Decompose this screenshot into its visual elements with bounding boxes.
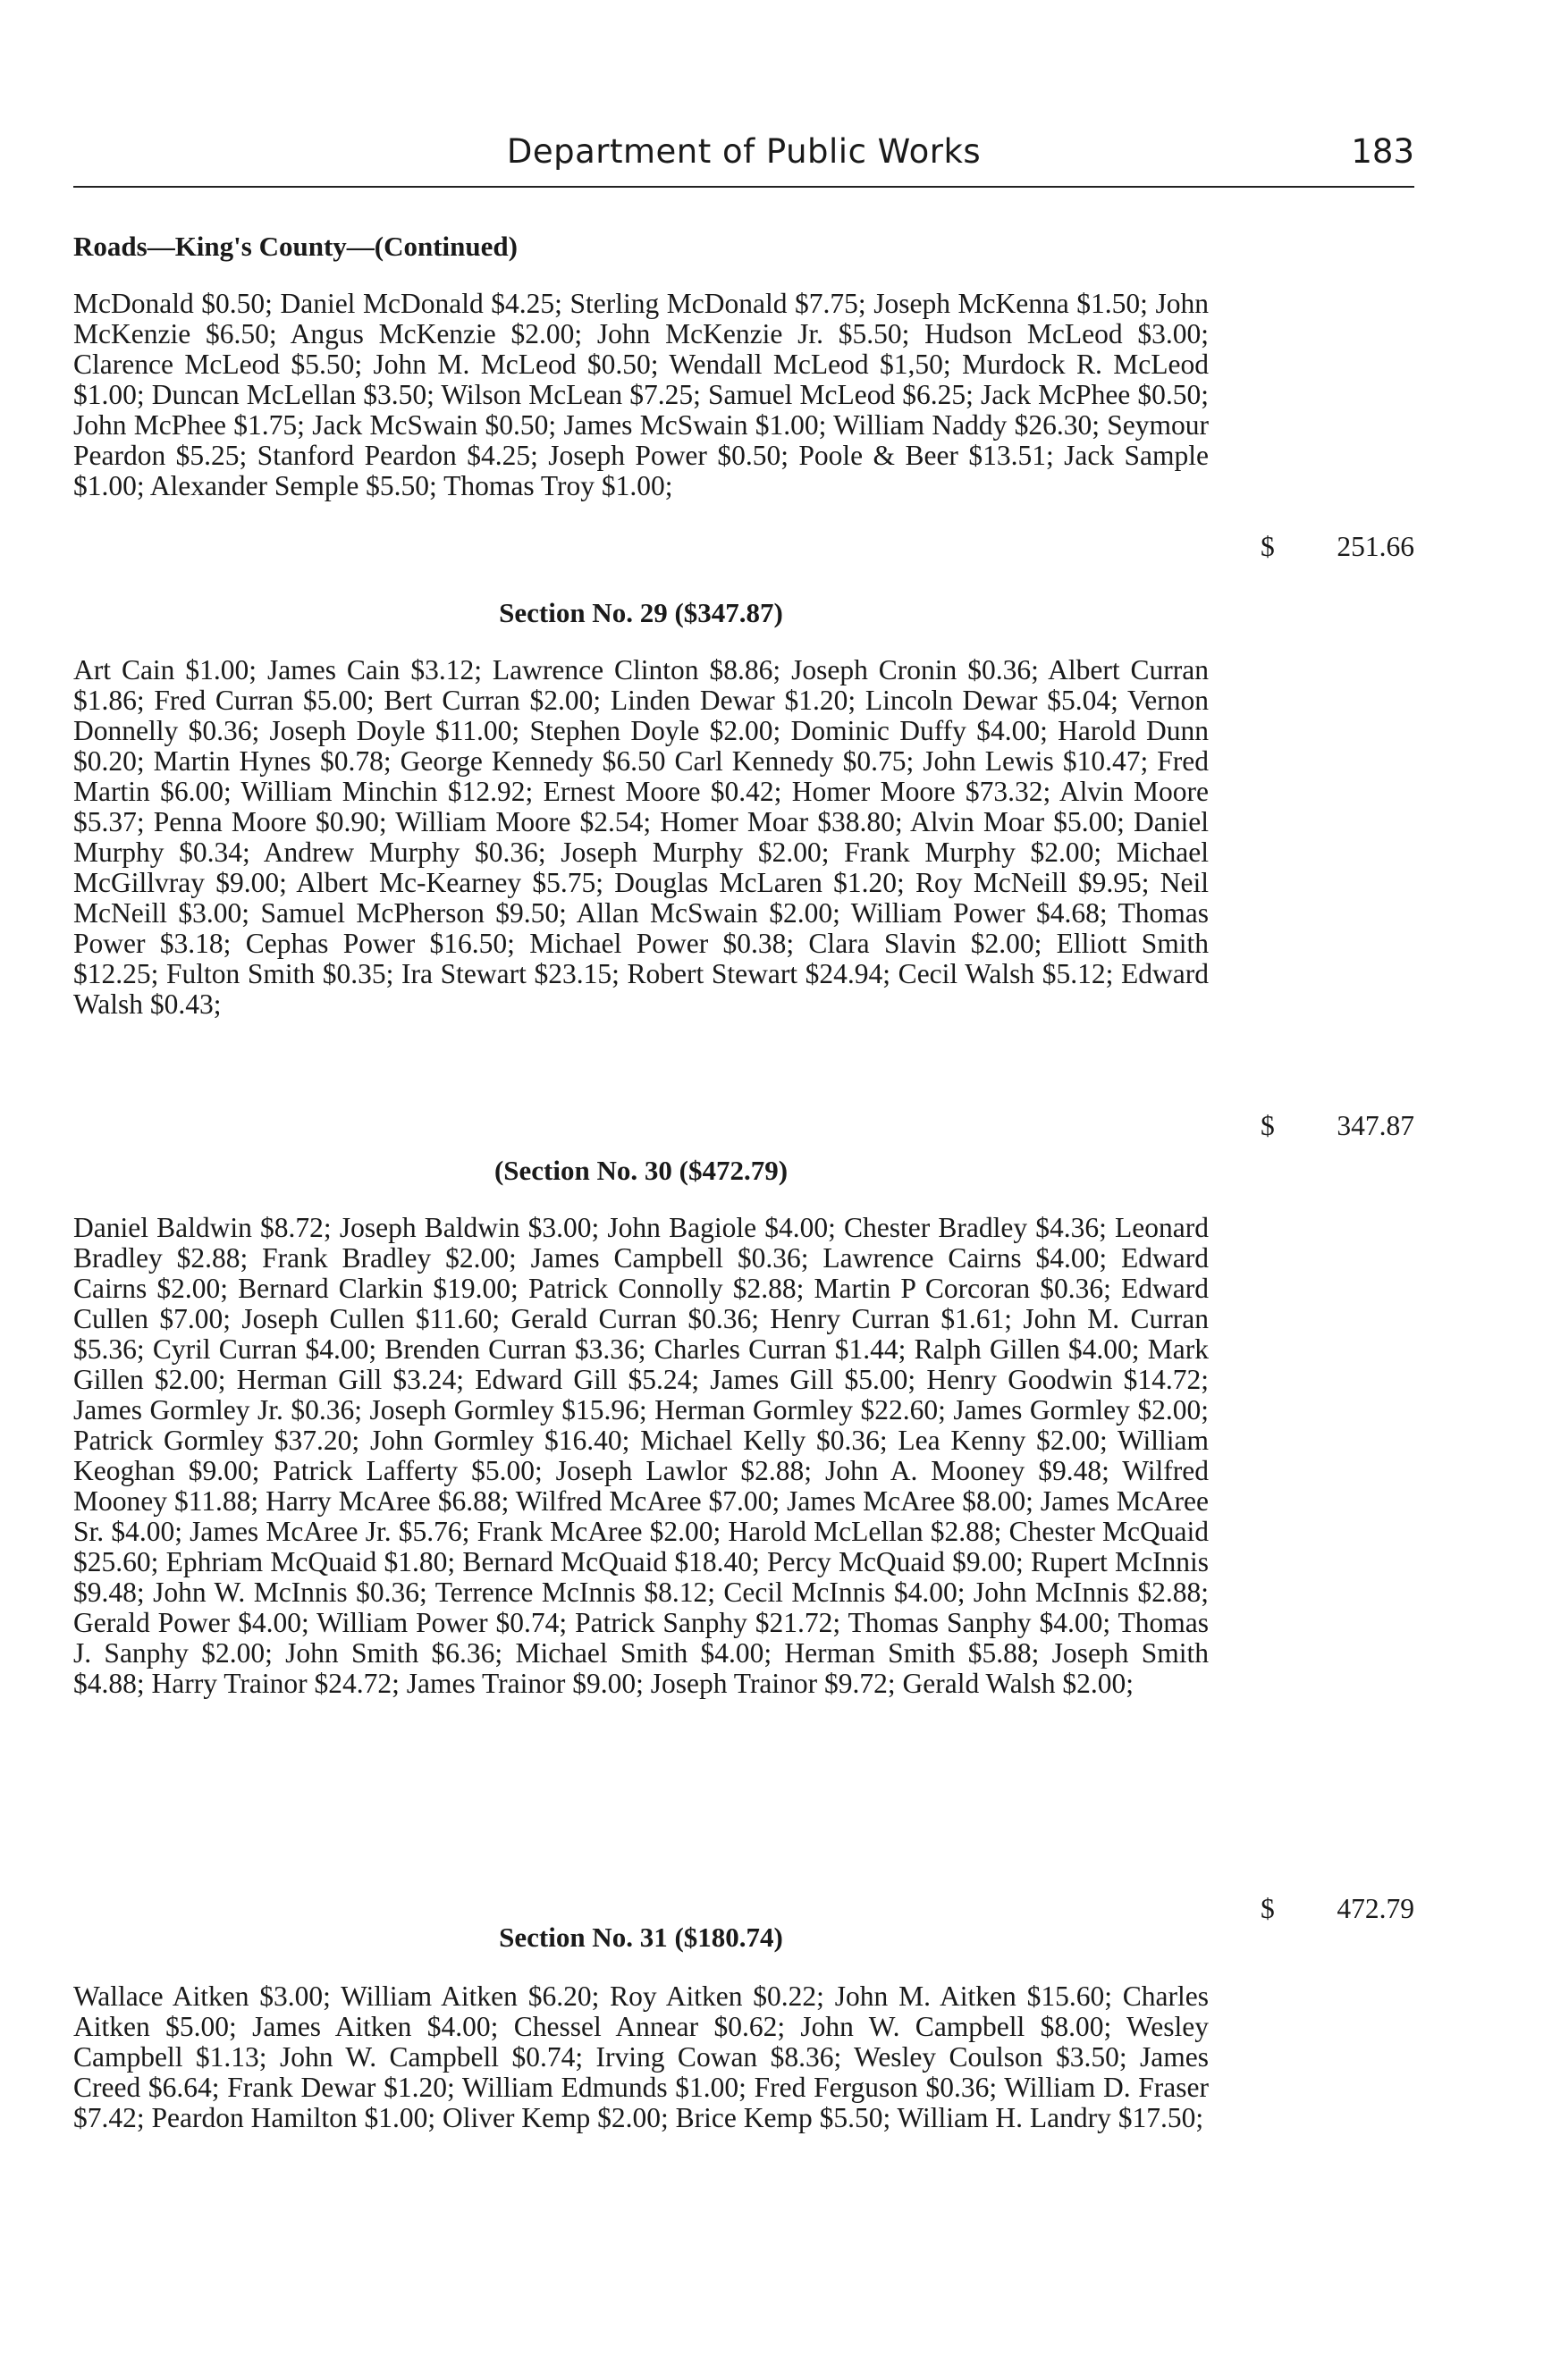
section-total-continued	[1261, 532, 1414, 562]
section-title-30: (Section No. 30 ($472.79)	[493, 1155, 789, 1186]
page-header	[73, 132, 1414, 179]
total-currency-symbol: $	[1261, 1893, 1275, 1924]
page-title: Department of Public Works	[506, 132, 982, 171]
total-amount: 251.66	[1337, 531, 1414, 562]
header-rule	[73, 186, 1414, 188]
total-amount: 472.79	[1337, 1893, 1414, 1924]
total-currency-symbol: $	[1261, 1110, 1275, 1141]
section-title-31: Section No. 31 ($180.74)	[499, 1922, 783, 1953]
paragraph-section-30: Daniel Baldwin $8.72; Joseph Baldwin $3.00; John Bagiole $4.00; Chester Bradley $4.36; Leonard Bradley $2.88; Frank Bradley $2.00; James Campbell $0.36; Lawrence Cairns $4.00; Edward Cairns $2.00; Bernard Clarkin $19.00; Patrick Connolly $2.88; Martin P Corcoran $0.36; Edward Cullen $7.00; Joseph Cullen $11.60; Gerald Curran $0.36; Henry Curran $1.61; John M. Curran $5.36; Cyril Curran $4.00; Brenden Curran $3.36; Charles Curran $1.44; Ralph Gillen $4.00; Mark Gillen $2.00; Herman Gill $3.24; Edward Gill $5.24; James Gill $5.00; Henry Goodwin $14.72; James Gormley Jr. $0.36; Joseph Gormley $15.96; Herman Gormley $22.60; James Gormley $2.00; Patrick Gormley $37.20; John Gormley $16.40; Michael Kelly $0.36; Lea Kenny $2.00; William Keoghan $9.00; Patrick Lafferty $5.00; Joseph Lawlor $2.88; John A. Mooney $9.48; Wilfred Mooney $11.88; Harry McAree $6.88; Wilfred McAree $7.00; James McAree $8.00; James McAree Sr. $4.00; James McAree Jr. $5.76; Frank McAree $2.00; Harold McLellan $2.88; Chester McQuaid $25.60; Ephriam McQuaid $1.80; Bernard McQuaid $18.40; Percy McQuaid $9.00; Rupert McInnis $9.48; John W. McInnis $0.36; Terrence McInnis $8.12; Cecil McInnis $4.00; John McInnis $2.88; Gerald Power $4.00; William Power $0.74; Patrick Sanphy $21.72; Thomas Sanphy $4.00; Thomas J. Sanphy $2.00; John Smith $6.36; Michael Smith $4.00; Herman Smith $5.88; Joseph Smith $4.88; Harry Trainor $24.72; James Trainor $9.00; Joseph Trainor $9.72; Gerald Walsh $2.00;	[73, 1212, 1209, 1699]
running-head: Roads—King's County—(Continued)	[73, 231, 518, 262]
section-total-30	[1261, 1894, 1414, 1924]
paragraph-continued: McDonald $0.50; Daniel McDonald $4.25; Sterling McDonald $7.75; Joseph McKenna $1.50; John McKenzie $6.50; Angus McKenzie $2.00; John McKenzie Jr. $5.50; Hudson McLeod $3.00; Clarence McLeod $5.50; John M. McLeod $0.50; Wendall McLeod $1,50; Murdock R. McLeod $1.00; Duncan McLellan $3.50; Wilson McLean $7.25; Samuel McLeod $6.25; Jack McPhee $0.50; John McPhee $1.75; Jack McSwain $0.50; James McSwain $1.00; William Naddy $26.30; Seymour Peardon $5.25; Stanford Peardon $4.25; Joseph Power $0.50; Poole & Beer $13.51; Jack Sample $1.00; Alexander Semple $5.50; Thomas Troy $1.00;	[73, 288, 1209, 501]
total-amount: 347.87	[1337, 1110, 1414, 1141]
page-number: 183	[1351, 132, 1414, 171]
total-currency-symbol: $	[1261, 531, 1275, 562]
paragraph-section-29: Art Cain $1.00; James Cain $3.12; Lawrence Clinton $8.86; Joseph Cronin $0.36; Albert Curran $1.86; Fred Curran $5.00; Bert Curran $2.00; Linden Dewar $1.20; Lincoln Dewar $5.04; Vernon Donnelly $0.36; Joseph Doyle $11.00; Stephen Doyle $2.00; Dominic Duffy $4.00; Harold Dunn $0.20; Martin Hynes $0.78; George Kennedy $6.50 Carl Kennedy $0.75; John Lewis $10.47; Fred Martin $6.00; William Minchin $12.92; Ernest Moore $0.42; Homer Moore $73.32; Alvin Moore $5.37; Penna Moore $0.90; William Moore $2.54; Homer Moar $38.80; Alvin Moar $5.00; Daniel Murphy $0.34; Andrew Murphy $0.36; Joseph Murphy $2.00; Frank Murphy $2.00; Michael McGillvray $9.00; Albert Mc-Kearney $5.75; Douglas McLaren $1.20; Roy McNeill $9.95; Neil McNeill $3.00; Samuel McPherson $9.50; Allan McSwain $2.00; William Power $4.68; Thomas Power $3.18; Cephas Power $16.50; Michael Power $0.38; Clara Slavin $2.00; Elliott Smith $12.25; Fulton Smith $0.35; Ira Stewart $23.15; Robert Stewart $24.94; Cecil Walsh $5.12; Edward Walsh $0.43;	[73, 654, 1209, 1020]
section-total-29	[1261, 1111, 1414, 1141]
paragraph-section-31: Wallace Aitken $3.00; William Aitken $6.20; Roy Aitken $0.22; John M. Aitken $15.60; Charles Aitken $5.00; James Aitken $4.00; Chessel Annear $0.62; John W. Campbell $8.00; Wesley Campbell $1.13; John W. Campbell $0.74; Irving Cowan $8.36; Wesley Coulson $3.50; James Creed $6.64; Frank Dewar $1.20; William Edmunds $1.00; Fred Ferguson $0.36; William D. Fraser $7.42; Peardon Hamilton $1.00; Oliver Kemp $2.00; Brice Kemp $5.50; William H. Landry $17.50;	[73, 1981, 1209, 2133]
section-title-29: Section No. 29 ($347.87)	[499, 597, 783, 628]
